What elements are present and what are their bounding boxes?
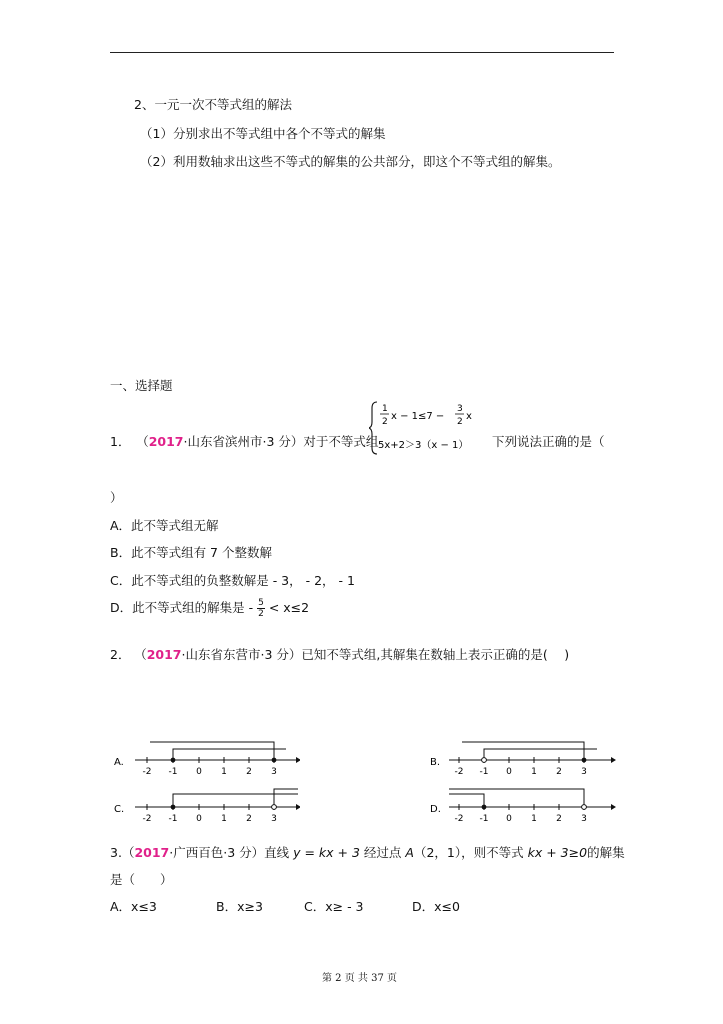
q1-option-c: C．此不等式组的负整数解是 - 3， - 2， - 1 bbox=[110, 573, 355, 588]
q1-close-paren: ） bbox=[110, 490, 123, 505]
option-label-b: B. bbox=[430, 757, 441, 768]
q3-line-equation: y = kx + 3 bbox=[293, 845, 360, 860]
option-label-c: C. bbox=[114, 804, 125, 815]
ray-a-1 bbox=[173, 749, 286, 760]
q2-year: 2017 bbox=[146, 647, 182, 662]
tick-b-2: 0 bbox=[506, 767, 512, 774]
option-label-d: D. bbox=[430, 804, 441, 815]
ray-d-1 bbox=[449, 794, 484, 807]
endpoint-d-right bbox=[582, 805, 587, 810]
q3-point: （2，1），则不等式 bbox=[413, 845, 524, 860]
q1-number: 1． bbox=[110, 434, 131, 449]
q3-point-var: A bbox=[405, 845, 414, 860]
tick-a-4: 2 bbox=[246, 767, 252, 774]
tick-a-5: 3 bbox=[271, 767, 277, 774]
q3-open-paren: （ bbox=[121, 845, 135, 860]
tick-c-3: 1 bbox=[221, 814, 227, 821]
q2-open-paren: （ bbox=[140, 647, 147, 662]
q2-number: 2． bbox=[110, 647, 131, 662]
q3-option-c: C．x≥ - 3 bbox=[304, 899, 364, 914]
q3-inequality: kx + 3≥0 bbox=[527, 845, 588, 860]
q1-option-d-prefix: D．此不等式组的解集是 - bbox=[110, 600, 254, 615]
tick-d-2: 0 bbox=[506, 814, 512, 821]
tick-b-3: 1 bbox=[531, 767, 537, 774]
tick-a-0: -2 bbox=[142, 767, 152, 774]
q1-inequality-system bbox=[369, 398, 481, 458]
tick-d-4: 2 bbox=[556, 814, 562, 821]
q3-stem bbox=[110, 843, 625, 861]
tick-c-1: -1 bbox=[168, 814, 178, 821]
tick-d-5: 3 bbox=[581, 814, 587, 821]
system-line1-mid: x − 1≤7 − bbox=[391, 411, 445, 422]
tick-b-0: -2 bbox=[454, 767, 464, 774]
q3-year: 2017 bbox=[134, 845, 170, 860]
tick-a-2: 0 bbox=[196, 767, 202, 774]
tick-d-3: 1 bbox=[531, 814, 537, 821]
q3-option-a: A．x≤3 bbox=[110, 899, 157, 914]
q3-option-b: B．x≥3 bbox=[216, 899, 263, 914]
tick-b-1: -1 bbox=[479, 767, 489, 774]
ray-b-1 bbox=[484, 749, 597, 758]
tick-c-2: 0 bbox=[196, 814, 202, 821]
q1-year: 2017 bbox=[148, 434, 184, 449]
q3-option-d: D．x≤0 bbox=[412, 899, 460, 914]
number-line-d bbox=[429, 785, 619, 821]
system-frac2-den: 2 bbox=[457, 417, 463, 427]
ray-a-2 bbox=[150, 742, 274, 760]
system-line1-end: x bbox=[466, 411, 472, 422]
tick-c-0: -2 bbox=[142, 814, 152, 821]
q1-open-paren: （ bbox=[142, 434, 149, 449]
q1-tail: 下列说法正确的是（ bbox=[492, 434, 605, 449]
part-heading: 一、选择题 bbox=[110, 378, 173, 393]
ray-b-2 bbox=[462, 742, 584, 760]
endpoint-b-left bbox=[482, 758, 487, 763]
q3-passes: 经过点 bbox=[363, 845, 402, 860]
tick-b-5: 3 bbox=[581, 767, 587, 774]
system-brace bbox=[369, 402, 377, 454]
q1-source: ·山东省滨州市·3 分）对于不等式组 bbox=[183, 434, 379, 449]
number-line-b bbox=[429, 738, 619, 774]
q1-option-d-fraction: $\frac{5}{2}$ bbox=[258, 598, 264, 619]
system-frac2-num: 3 bbox=[457, 404, 463, 414]
q2-source: ·山东省东营市·3 分）已知不等式组,其解集在数轴上表示正确的是( ) bbox=[181, 647, 570, 662]
endpoint-c-right bbox=[272, 805, 277, 810]
ray-d-2 bbox=[449, 789, 584, 805]
q3-number: 3. bbox=[110, 845, 122, 860]
section-title: 2、一元一次不等式组的解法 bbox=[134, 97, 292, 112]
page-footer: 第 2 页 共 37 页 bbox=[322, 973, 397, 984]
option-label-a: A. bbox=[114, 757, 124, 768]
tick-b-4: 2 bbox=[556, 767, 562, 774]
system-frac-num: 1 bbox=[382, 404, 388, 414]
tick-a-1: -1 bbox=[168, 767, 178, 774]
q2-stem bbox=[110, 645, 569, 663]
q1-stem bbox=[110, 432, 378, 450]
number-line-c bbox=[110, 785, 300, 821]
q3-source: ·广西百色·3 分）直线 bbox=[169, 845, 290, 860]
tick-d-0: -2 bbox=[454, 814, 464, 821]
tick-c-4: 2 bbox=[246, 814, 252, 821]
q3-line2: 是（ ） bbox=[110, 872, 173, 887]
tick-c-5: 3 bbox=[271, 814, 277, 821]
tick-a-3: 1 bbox=[221, 767, 227, 774]
header-rule bbox=[110, 52, 614, 53]
section-step-2: （2）利用数轴求出这些不等式的解集的公共部分，即这个不等式组的解集。 bbox=[140, 154, 561, 169]
section-step-1: （1）分别求出不等式组中各个不等式的解集 bbox=[140, 126, 386, 141]
q3-tail: 的解集 bbox=[587, 845, 625, 860]
system-frac-den: 2 bbox=[382, 417, 388, 427]
q1-option-a: A．此不等式组无解 bbox=[110, 518, 219, 533]
ray-c-2 bbox=[274, 789, 298, 805]
tick-d-1: -1 bbox=[479, 814, 489, 821]
system-line2: 5x+2＞3（x − 1） bbox=[378, 440, 469, 451]
q1-option-b: B．此不等式组有 7 个整数解 bbox=[110, 545, 272, 560]
q1-option-d-suffix: < x≤2 bbox=[268, 600, 310, 615]
q1-option-d bbox=[110, 598, 309, 619]
number-line-a bbox=[110, 738, 300, 774]
